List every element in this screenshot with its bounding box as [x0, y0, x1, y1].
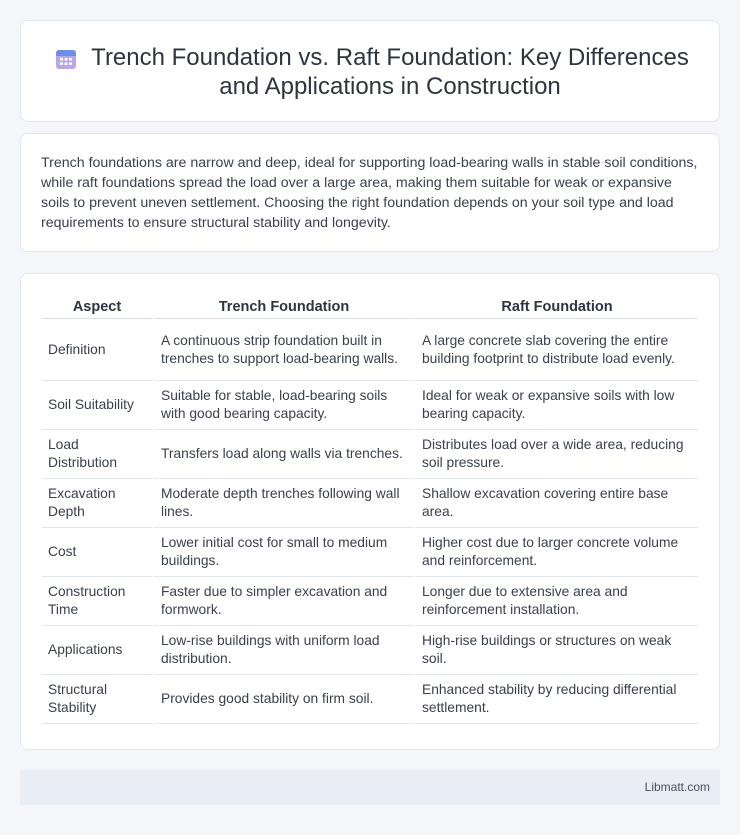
trench-cell: A continuous strip foundation built in trenches to support load-bearing walls.	[152, 319, 413, 381]
raft-cell: High-rise buildings or structures on weak soil.	[413, 626, 698, 675]
aspect-cell: Load Distribution	[42, 430, 152, 479]
raft-cell: Shallow excavation covering entire base area.	[413, 479, 698, 528]
table-row	[42, 430, 698, 479]
column-header: Raft Foundation	[413, 296, 698, 319]
aspect-cell: Construction Time	[42, 577, 152, 626]
trench-cell: Suitable for stable, load-bearing soils with good bearing capacity.	[152, 381, 413, 430]
footer-site-link[interactable]: Libmatt.com	[644, 780, 710, 794]
table-row	[42, 626, 698, 675]
table-row	[42, 319, 698, 381]
raft-cell: A large concrete slab covering the entire building footprint to distribute load evenly.	[413, 319, 698, 381]
trench-cell: Low-rise buildings with uniform load distribution.	[152, 626, 413, 675]
aspect-cell: Applications	[42, 626, 152, 675]
table-header-row	[42, 296, 698, 319]
raft-cell: Enhanced stability by reducing differential settlement.	[413, 675, 698, 724]
footer-bar	[20, 770, 720, 805]
column-header: Trench Foundation	[152, 296, 413, 319]
intro-paragraph: Trench foundations are narrow and deep, ideal for supporting load-bearing walls in stable soil conditions, while raft foundations spread the load over a large area, making them suitable for weak or expansive soils to prevent uneven settlement. Choosing the right foundation depends on your soil type and load requirements to ensure structural stability and longevity.	[41, 155, 698, 231]
raft-cell: Longer due to extensive area and reinforcement installation.	[413, 577, 698, 626]
table-row	[42, 577, 698, 626]
table-row	[42, 675, 698, 724]
aspect-cell: Cost	[42, 528, 152, 577]
trench-cell: Moderate depth trenches following wall lines.	[152, 479, 413, 528]
intro-card	[20, 133, 720, 252]
trench-cell: Faster due to simpler excavation and formwork.	[152, 577, 413, 626]
raft-cell: Ideal for weak or expansive soils with low bearing capacity.	[413, 381, 698, 430]
aspect-cell: Soil Suitability	[42, 381, 152, 430]
trench-cell: Provides good stability on firm soil.	[152, 675, 413, 724]
table-row	[42, 479, 698, 528]
column-header: Aspect	[42, 296, 152, 319]
table-row	[42, 381, 698, 430]
page-title: Trench Foundation vs. Raft Foundation: Key Differences and Applications in Construction	[91, 44, 689, 100]
trench-cell: Lower initial cost for small to medium buildings.	[152, 528, 413, 577]
trench-cell: Transfers load along walls via trenches.	[152, 430, 413, 479]
title-card	[20, 20, 720, 122]
table-row	[42, 528, 698, 577]
raft-cell: Higher cost due to larger concrete volume and reinforcement.	[413, 528, 698, 577]
comparison-card	[20, 273, 720, 750]
comparison-table	[42, 296, 698, 724]
aspect-cell: Definition	[42, 319, 152, 381]
aspect-cell: Structural Stability	[42, 675, 152, 724]
raft-cell: Distributes load over a wide area, reducing soil pressure.	[413, 430, 698, 479]
aspect-cell: Excavation Depth	[42, 479, 152, 528]
